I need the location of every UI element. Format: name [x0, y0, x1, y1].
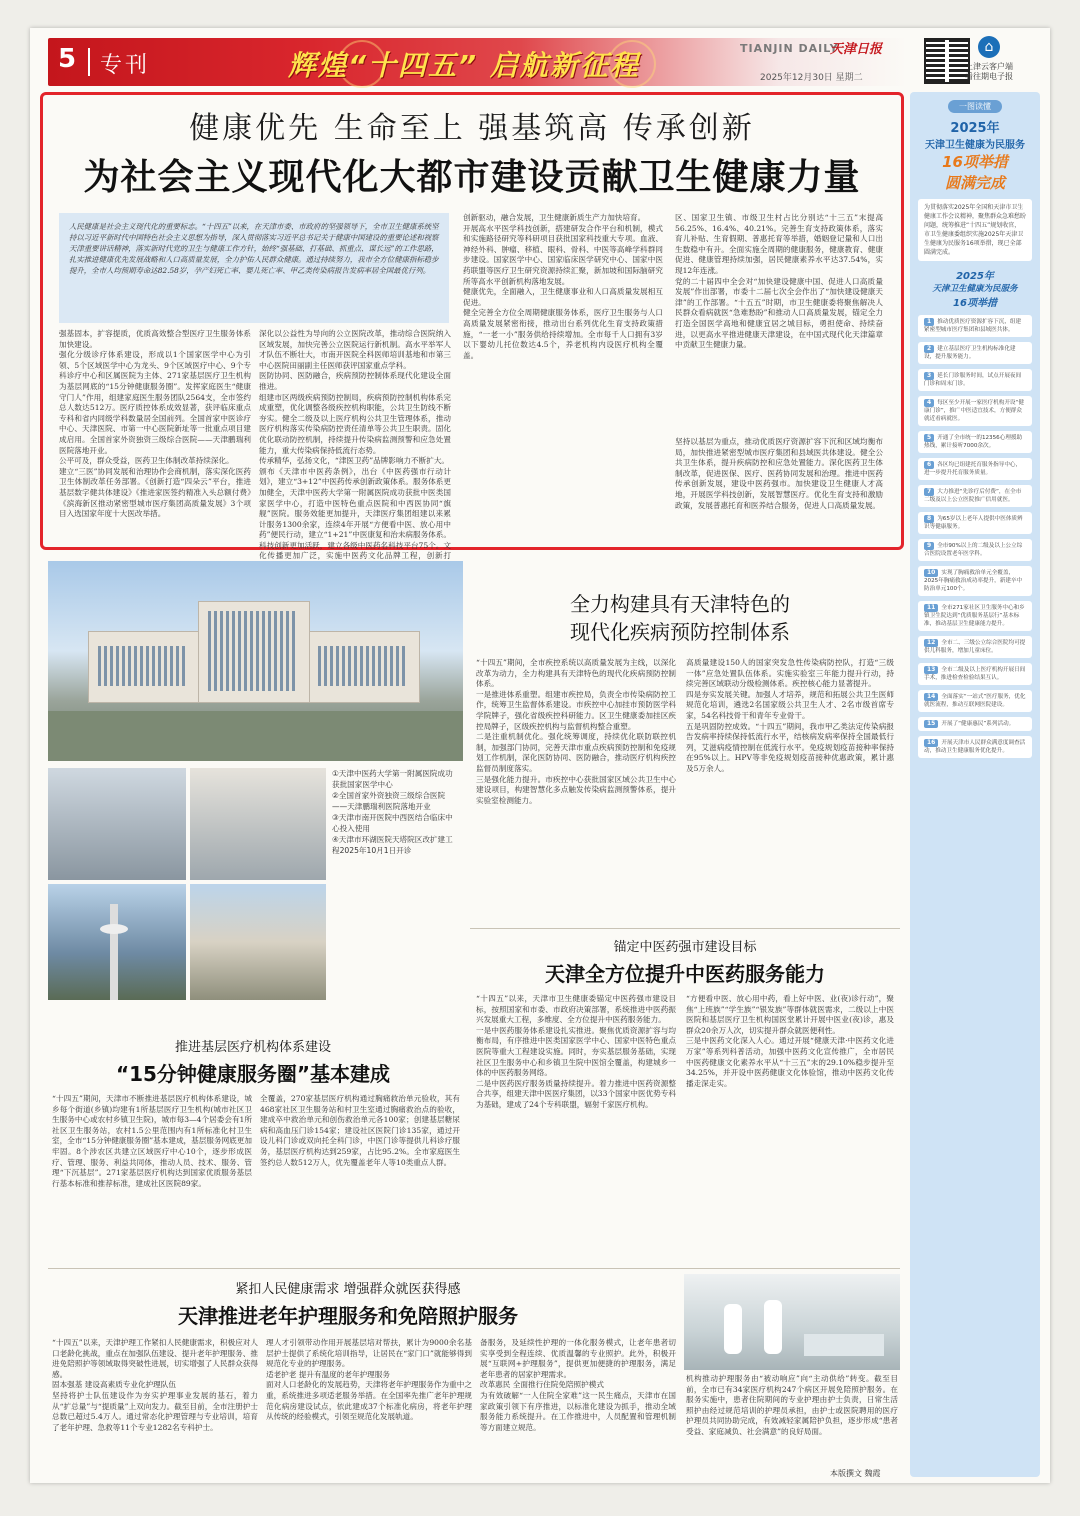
- sidebar-item-number: 7: [924, 488, 934, 496]
- lead-column-5: 坚持以基层为重点，推动优质医疗资源扩容下沉和区域均衡布局，加快推进紧密型城市医疗集团和县域医共体建设。健全公共卫生体系，提升疾病防控和应急处置能力。深化医药卫生体制改革，促进医保、医疗、医药协同发展和治理。推进中医药传承创新发展，建设中医药强市。加快建设卫生健康人才高地，开展医学科技创新，发展智慧医疗。优化生育支持和激励政策，发展普惠托育和医养结合服务，促进人口高质量发展。: [675, 437, 883, 510]
- sidebar-item-text: 开展了“健康惠民”系列活动。: [941, 721, 1015, 727]
- hospital-photo: [48, 561, 463, 761]
- app-caption-line: 上津云客户端: [965, 62, 1013, 71]
- sidebar-item-number: 16: [924, 739, 938, 747]
- sidebar-item: [918, 369, 1032, 391]
- sidebar-item-number: 8: [924, 515, 934, 523]
- app-caption-line: 看往期电子报: [965, 72, 1013, 81]
- primary-column-2: 全覆盖，270家基层医疗机构通过胸痛救治单元验收，其有468家社区卫生服务站和村卫生室通过胸痛救治点的验收，建成卒中救治单元和创伤救治单元各100家；创建基层糖尿病和高血压门诊154家；建设社区医院门诊135家，通过开设儿科门诊或双向托全科门诊，中医门诊等提供儿科诊疗服务，基层医疗机构达到259家，占比95.2%。全市家庭医生签约总人数512万人，优先覆盖老年人等10类重点人群。: [260, 1094, 460, 1167]
- lead-column-3: 创新驱动，融合发展，卫生健康新质生产力加快培育。 开展高水平医学科技创新，搭建研发合作平台和机制，模式和实施路径研究等科研项目获批国家科技重大专项。血液、神经外科、肿瘤、移植、眼科、骨科、中医等高峰学科群同步建设。国家医学中心、国家临床医学研究中心、国家中医药联盟等医疗卫生研究资源持续汇聚，新加坡和国际脑研究所等高水平创新机构落地发展。 健康优先，全面融入，卫生健康事业和人口高质量发展相互促进。 健全完善全方位全周期健康服务体系，医疗卫生服务与人口高质量发展紧密衔接，推动出台系列优化生育支持政策措施，“一老一小”服务供给持续增加。全市每千人口拥有3岁以下婴幼儿托位数达4.5个，养老机构内设医疗机构全覆盖。: [463, 213, 663, 360]
- elder-column-1: “十四五”以来，天津护理工作紧扣人民健康需求，积极应对人口老龄化挑战，重点在加强队伍建设、提升老年护理服务、推进免陪照护等领域取得突破性进展，切实增强了人民群众获得感。 固本强基 建设高素质专业化护理队伍 坚持将护士队伍建设作为夯实护理事业发展的基石，着力从“扩总量”与“提质量”上双向发力。截至目前，全市注册护士总数已超过5.4万人。通过常态化护理管理与专业培训，培育了老年护理、急救等11个专业1282名专科护士。: [52, 1338, 258, 1432]
- photo-lobby: [48, 768, 186, 880]
- primary-title: “15分钟健康服务圈”基本建成: [115, 1062, 391, 1086]
- tcm-column-1: “十四五”以来，天津市卫生健康委锚定中医药强市建设目标，按照国家和市委、市政府决策部署，系统推进中医药振兴发展重大工程，多维度、全方位提升中医药服务能力。 一是中医药服务体系建设扎实推进。聚焦优质资源扩容与均衡布局，有序推进中医类国家医学中心、国家中医特色重点医院等重大工程建设实施。同时，夯实基层服务基础，实现社区卫生服务中心和乡镇卫生院中医馆全覆盖，构建城乡一体的中医药服务网络。 二是中医药医疗服务质量持续提升。着力推进中医药资源整合共享，组建天津中医医疗集团，以33个国家中医优势专科为基础，建成了24个专科联盟，辐射千家医疗机构。: [476, 994, 676, 1109]
- paper-name-chinese: 天津日报: [830, 42, 883, 57]
- sidebar-item-number: 14: [924, 693, 938, 701]
- sidebar-item-text: 全市271家社区卫生服务中心和乡镇卫生院达到“优质服务基层行”基本标准，推动基层卫生健康能力提升。: [924, 605, 1025, 627]
- tv-tower-pod: [100, 924, 128, 934]
- sidebar-item: [918, 663, 1032, 685]
- sidebar-mid-name: 天津卫生健康为民服务: [932, 284, 1018, 294]
- lead-intro: 人民健康是社会主义现代化的重要标志。“十四五”以来，在天津市委、市政府的坚强领导下，全市卫生健康系统坚持以习近平新时代中国特色社会主义思想为指导，深入贯彻落实习近平总书记关于健康中国建设的重要论述和视察天津重要讲话精神，落实新时代党的卫生与健康工作方针，始终“强基础、打基础、抓重点、谋长远”的工作思路，扎实推进健康优先发展战略和人口高质量发展，全力护佑人民群众健康。通过持续努力，我市全方位健康指标稳步提升，全市人均预期寿命达82.58岁，孕产妇死亡率、婴儿死亡率、甲乙类传染病报告发病率居全国最优行列。: [59, 213, 449, 323]
- sidebar-item: [918, 342, 1032, 364]
- sidebar-intro: 为贯彻落实2025年全国和天津市卫生健康工作会议精神，聚焦群众急难愁盼问题，统筹推进“十四五”规划收官，市卫生健康委组织实施2025年天津卫生健康为民服务16项举措，现已全部圆满完成。: [918, 199, 1032, 261]
- primary-column-1: “十四五”期间，天津市不断推进基层医疗机构体系建设，城乡每个街道(乡镇)均建有1所基层医疗卫生机构(城市社区卫生服务中心或农村乡镇卫生院)，城市每3—4个居委会有1所社区卫生服务站，农村1.5公里范围内有1所标准化村卫生室，全市“15分钟健康服务圈”基本建成，基层服务网底更加牢固。8个涉农区共建立区域医疗中心10个，逐步形成医疗、管理、服务、利益共同体，推动人员、技术、服务、管理“下沉基层”。271家基层医疗机构达到国家优质服务基层行基本标准和推荐标准，建成社区医院89家。: [52, 1094, 252, 1188]
- section-divider: [48, 1268, 900, 1269]
- nursing-photo: [684, 1274, 900, 1370]
- sidebar-item: [918, 512, 1032, 534]
- sidebar-item-number: 3: [924, 372, 934, 380]
- sidebar-mid-count: 16项举措: [953, 298, 997, 309]
- app-logo-icon[interactable]: ⌂: [978, 36, 1000, 58]
- lead-column-2: 深化以公益性为导向的公立医院改革，推动综合医院纳入区域发展，加快完善公立医院运行新机制。高水平举军人才队伍不断壮大，市南开医院全科医师培训基地和市第三中心医院田丽副主任医师获评国家重点学科。 医防协同、医防融合，疾病预防控制体系现代化建设全面推进。 组建市区两级疾病预防控制局，疾病预防控制机构体系完成重塑，优化调整各级疾控机构职能，公共卫生防线不断夯实。健全二级及以上医疗机构公共卫生管理体系，推动医疗机构落实传染病防控责任清单等公共卫生职责。固化优化联动防控机制，持续提升传染病监测预警和应急处置能力，重大传染病保持低流行态势。 传承精华，弘扬文化，“津医卫药”品牌影响力不断扩大。 颁布《天津市中医药条例》，出台《中医药强市行动计划》，建立“3+12”中医药传承创新政策体系。服务体系更加健全，天津中医药大学第一附属医院成功获批中医类国家医学中心，打造中医特色重点医院和中西医协同“旗舰”医院。服务效能更加提升，天津医疗集团组建以来累计服务1300余家，连续4年开展“方便看中医、放心用中药”便民行动，建立“1+21”中医康复和治未病服务体系。科技创新更加活跃，建立各级中医药名科技平台75个。文化传播更加广泛，实施中医药文化品牌工程，创新打: [259, 329, 451, 561]
- sidebar-item-text: 每区至少开展一家医疗机构开设“健康门诊”，推广中医适宜技术，方便群众就近看病就医。: [924, 400, 1024, 422]
- sidebar-year: 2025年: [950, 121, 1000, 136]
- sidebar-item-number: 5: [924, 434, 934, 442]
- lead-kicker: 健康优先 生命至上 强基筑高 传承创新: [189, 111, 755, 146]
- sidebar-item-number: 6: [924, 461, 934, 469]
- disease-title-line: 现代化疾病预防控制体系: [570, 620, 790, 644]
- sidebar-item: [918, 736, 1032, 758]
- masthead-divider: [88, 48, 90, 76]
- sidebar-item-text: 各区均已组建托育服务指导中心，进一步提升托育服务质量。: [924, 462, 1022, 476]
- sidebar-item: [918, 396, 1032, 426]
- sidebar-item: [918, 539, 1032, 561]
- sidebar-item: [918, 601, 1032, 631]
- sidebar-item-text: 延长门诊服务时间，试点开展夜间门诊和周末门诊。: [924, 373, 1022, 387]
- sidebar-item-text: 建立基层医疗卫生机构标准化建设，提升服务能力。: [924, 346, 1016, 360]
- building-windows: [208, 611, 298, 691]
- sidebar-item: [918, 636, 1032, 658]
- sidebar-mid-year: 2025年: [956, 271, 994, 282]
- sidebar-item: [918, 717, 1032, 731]
- sidebar-title-highlight: 圆满完成: [944, 174, 1005, 192]
- sidebar-item-number: 10: [924, 569, 938, 577]
- disease-column-2: 高质量建设150人的国家突发急性传染病防控队，打造“三级一体”应急处置队伍体系。实施实验室三年能力提升行动，持续完善区域联动分级检测体系。疾控核心能力显著提升。 四是夯实发展关键。加强人才培养，规范和拓展公共卫生医师规范化培训，遴选2名国家级公共卫生人才、2名市级首席专家，54名科技骨干和青年专业骨干。 五是巩固防控成效。“十四五”期间，我市甲乙类法定传染病报告发病率持续保持低流行水平，结核病发病率保持全国最低行列，艾滋病疫情控制在低流行水平。免疫规划疫苗接种率保持在95%以上。HPV等非免疫规划疫苗接种优惠政策，累计惠及5万余人。: [686, 658, 894, 773]
- sidebar-item: [918, 315, 1032, 337]
- sidebar-item-number: 4: [924, 399, 934, 407]
- sidebar-item-number: 15: [924, 720, 938, 728]
- lead-article: [40, 92, 904, 561]
- lead-column-4: 区、国家卫生镇、市级卫生村占比分别达“十三五”末提高56.25%、16.4%、40.21%。完善生育支持政策体系，落实育儿补贴、生育假期、普惠托育等举措，婚姻登记量和人口出生数稳中有升。全面实施全周期的健康服务，健康教育、健康促进、健康管理持续加强，居民健康素养水平达37.54%，实现12年连涨。 党的二十届四中全会对“加快建设健康中国、促进人口高质量发展”作出部署，市委十二届七次全会作出了“加快建设健康天津”的工作部署。“十五五”时期，市卫生健康委将聚焦解决人民群众看病就医“急难愁盼”和推动人口高质量发展，锚定全力打造全国医学高地和健康宜居之城目标，勇担使命、持续奋进，以更高水平推进健康天津建设，在中国式现代化天津篇章中贡献卫生健康力量。: [675, 213, 883, 350]
- photo-clinic: [190, 768, 326, 880]
- sidebar-item: [918, 566, 1032, 596]
- sidebar-item-text: 开展天津市人民群众满意度调查活动，推动卫生健康服务优化提升。: [924, 740, 1026, 754]
- sidebar-item-text: 开通了全市统一的12356心理援助热线，累计接听7000余次。: [924, 435, 1023, 449]
- tcm-kicker: 锚定中医药强市建设目标: [613, 940, 757, 955]
- sidebar-item-text: 推动优质医疗资源扩容下沉，组建紧密型城市医疗集团和县域医共体。: [924, 319, 1022, 333]
- sidebar-item: [918, 690, 1032, 712]
- sidebar-item-number: 9: [924, 542, 934, 550]
- photo-ground: [48, 711, 463, 761]
- photo-campus: [190, 884, 326, 1000]
- newspaper-page: [30, 28, 1050, 1483]
- building-windows: [98, 646, 188, 686]
- elder-title: 天津推进老年护理服务和免陪照护服务: [178, 1304, 518, 1328]
- tcm-column-2: “方便看中医、放心用中药，看上好中医、业(夜)诊行动”，聚焦“上班族”“学生族”“银发族”等群体就医需求，二级以上中医医院和基层医疗卫生机构国医堂累计开展中医业(夜)诊，惠及群众20余万人次，切实提升群众就医便利性。 三是中医药文化深入人心。通过开展“健康天津·中医药文化进万家”等系列科普活动，加强中医药文化宣传推广，全市居民中医药健康文化素养水平从“十三五”末的29.10%稳步提升至34.25%，并开设中医药健康文化体验馆，推动中医药文化传播走深走实。: [686, 994, 894, 1088]
- sidebar-label: 一图读懂: [948, 100, 1002, 113]
- page-number: 5: [58, 44, 77, 74]
- photo-caption: ①天津中医药大学第一附属医院成功获批国家医学中心 ②全国首家外资独资三级综合医院——天津鹏瑞利医院落地开业 ③天津市南开医院中西医结合临床中心投入使用 ④天津市环湖医院天塔院区改扩建工程2025年10月1日开诊: [332, 769, 453, 855]
- sidebar-item-number: 12: [924, 639, 938, 647]
- nurse-figure: [764, 1300, 782, 1354]
- sidebar-item-number: 1: [924, 318, 934, 326]
- column-name: 专刊: [100, 53, 151, 78]
- building-windows: [318, 646, 408, 686]
- hospital-bed: [804, 1334, 884, 1356]
- disease-title-line: 全力构建具有天津特色的: [570, 592, 790, 616]
- sidebar-item-number: 13: [924, 666, 938, 674]
- disease-section-title: [470, 590, 890, 646]
- paper-name-english: TIANJIN DAILY: [740, 42, 839, 55]
- disease-column-1: “十四五”期间，全市疾控系统以高质量发展为主线，以深化改革为动力，全力构建具有天津特色的现代化疾病预防控制体系。 一是推进体系重塑。组建市疾控局，负责全市传染病防控工作，统筹卫生监督体系建设。市疾控中心加挂市预防医学科学院牌子，强化省级疾控科研能力。区卫生健康委加挂区疾控局牌子，区级疾控机构与监督机构整合重塑。 二是注重机制优化。强化统筹调度，持续优化联防联控机制，加强部门协同，完善天津市重点疾病预防控制和免疫规划工作机制，深化医防协同、医防融合，推动医疗机构疾控监督员制度落实。 三是强化能力提升。市疾控中心获批国家区域公共卫生中心建设项目，构建智慧化多点触发传染病监测预警体系，提升实验室检测能力。: [476, 658, 676, 805]
- sidebar-item-text: 全市二级及以上医疗机构开展日间手术，推进检查检验结果互认。: [924, 667, 1026, 681]
- nurse-figure: [724, 1304, 742, 1354]
- section-divider: [470, 928, 900, 929]
- sidebar-item: [918, 431, 1032, 453]
- sidebar-item: [918, 458, 1032, 480]
- sidebar-item-text: 全面落实“一站式”医疗服务，优化就医流程，推动互联网医院建设。: [924, 694, 1026, 708]
- sidebar-item-text: 全市二、三级公立综合医院均可提供儿科服务，增加儿童床位。: [924, 640, 1026, 654]
- elder-column-2: 理人才引领带动作用开展基层培对帮扶，累计为9000余名基层护士提供了系统化培训指导，让居民在“家门口”就能够得到规范化专业的护理服务。 适老护老 提升有温度的老年护理服务 面对人口老龄化的发展趋势，天津将老年护理服务作为重中之重，系统推进多项适老服务举措。在全国率先推广老年护理规范化病房建设试点，依此建成37个标准化病房，将老年护理从传统的经验模式，引领至规范化发展轨道。: [266, 1338, 472, 1422]
- sidebar-item: [918, 485, 1032, 507]
- elder-kicker: 紧扣人民健康需求 增强群众就医获得感: [235, 1282, 461, 1297]
- sidebar-item-text: 大力推进“先诊疗后付费”，在全市二级及以上公立医院推广信用就医。: [924, 489, 1022, 503]
- sidebar-title: 天津卫生健康为民服务: [925, 140, 1025, 151]
- sidebar-item-number: 11: [924, 604, 938, 612]
- tv-tower: [110, 904, 118, 1000]
- lead-column-1: 强基固本，扩容提质，优质高效整合型医疗卫生服务体系加快建设。 强化分级诊疗体系建设，形成以1个国家医学中心为引领、5个区域医学中心为龙头、9个区域医疗中心、9个专科诊疗中心和区属医院为主体、271家基层医疗卫生机构为基层网底的“15分钟健康服务圈”。发挥家庭医生“健康守门人”作用，组建家庭医生服务团队2564支，全市签约总人数达512万。医疗质控体系成效显著，获评临床重点专科和省内同级学科数量居全国前列。全国首家中医诊疗中心、天津医院、市第一中心医院新址等一批重点项目建成启用。全国首家外资独资三级综合医院——天津鹏瑞利医院落地开业。 公平可及，群众受益，医药卫生体制改革持续深化。 建立“三医”协同发展和治理协作会商机制，落实深化医药卫生体制改革任务部署。《创新打造“四朵云”平台，推进基层数字健共体建设》《推进家医签约精准入头总额付费》《滨海新区推动紧密型城市医疗集团高质量发展》3个项目入选国家年度十大医改举措。: [59, 329, 251, 519]
- sidebar-item-text: 实现了胸痛救治单元全覆盖，2025年胸痛救治成功率提升，新建卒中防治单元100个。: [924, 570, 1023, 592]
- app-caption: [965, 62, 1045, 82]
- photo-city: [48, 884, 186, 1000]
- sidebar-item-text: 为65岁以上老年人提供中医体质辨识等健康服务。: [924, 516, 1023, 530]
- primary-kicker: 推进基层医疗机构体系建设: [174, 1040, 331, 1055]
- lead-title: 为社会主义现代化大都市建设贡献卫生健康力量: [83, 156, 861, 198]
- sidebar-infographic: [910, 92, 1040, 1477]
- qr-code-icon[interactable]: [924, 38, 970, 84]
- sidebar-item-list: [910, 315, 1040, 758]
- tcm-title: 天津全方位提升中医药服务能力: [545, 962, 825, 986]
- byline: 本版撰文 魏霞: [830, 1469, 881, 1478]
- issue-date: 2025年12月30日 星期二: [760, 73, 863, 83]
- sidebar-item-number: 2: [924, 345, 934, 353]
- sidebar-title-highlight: 16项举措: [942, 153, 1008, 171]
- elder-column-4: 机构推动护理服务由“被动响应”向“主动供给”转变。截至目前，全市已有34家医疗机构247个病区开展免陪照护服务。在服务实施中，患者住院期间的专业护理由护士负责，日常生活照护由经过规范培训的护理员承担，由护士或医院聘用的医疗护理员共同协助完成，有效减轻家属陪护负担，逐步形成“患者受益、家庭减负、社会满意”的良好局面。: [686, 1374, 898, 1436]
- elder-column-3: 备服务，及延续性护理的一体化服务模式，让老年患者切实享受到全程连续、优质温馨的专业照护。此外，积极开展“互联网+护理服务”，提供更加便捷的护理服务，满足老年患者的居家护理需求。 改革惠民 全面推行住院免陪照护模式 为有效破解“一人住院全家难”这一民生痛点，天津市在国家政策引领下有序推进，以标准化建设为抓手，推动全域服务能力系统提升。在工作推进中，人员配置和管理机制等方面建立规范。: [480, 1338, 676, 1432]
- sidebar-item-text: 全市90%以上的二级及以上公立综合医院设置老年医学科。: [924, 543, 1023, 557]
- sidebar-mid-title: [918, 267, 1032, 309]
- banner-slogan: 辉煌“十四五” 启航新征程: [288, 49, 640, 82]
